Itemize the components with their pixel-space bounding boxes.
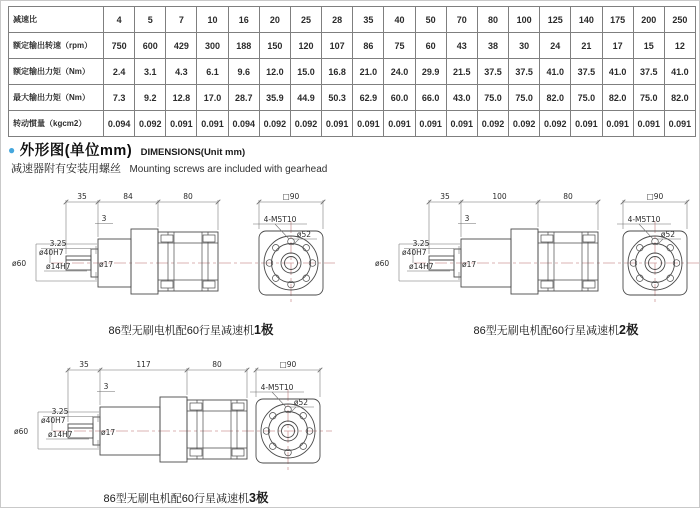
value-cell: 21 — [571, 33, 602, 59]
dim-flange-square: □90 — [646, 192, 664, 201]
table-row — [9, 7, 696, 33]
value-cell: 21.5 — [446, 59, 477, 85]
value-cell: 44.9 — [290, 85, 321, 111]
value-cell: 300 — [197, 33, 228, 59]
dim-shaft-dia: ø14H7 — [48, 430, 73, 439]
value-cell: 0.092 — [477, 111, 508, 137]
section-title-en: DIMENSIONS(Unit mm) — [140, 147, 246, 158]
value-cell: 150 — [259, 33, 290, 59]
ratio-cell: 5 — [135, 7, 166, 33]
dim-shaft-dia: ø14H7 — [46, 262, 71, 271]
value-cell: 0.091 — [664, 111, 695, 137]
dim-shaft-length: 35 — [77, 192, 87, 201]
dim-gearhead-length: 117 — [136, 360, 151, 369]
value-cell: 86 — [353, 33, 384, 59]
dim-bore-dia: ø40H7 — [41, 416, 66, 425]
dim-motor-length: 80 — [563, 192, 573, 201]
dim-front-step: 3 — [101, 214, 107, 223]
value-cell: 62.9 — [353, 85, 384, 111]
value-cell: 0.092 — [509, 111, 540, 137]
drawing-canvas — [3, 359, 348, 509]
dim-gearhead-length: 100 — [492, 192, 507, 201]
caption-stage: 3极 — [249, 491, 269, 505]
value-cell: 0.092 — [290, 111, 321, 137]
drawing-caption — [56, 488, 316, 506]
section-note — [11, 159, 327, 177]
value-cell: 30 — [509, 33, 540, 59]
dim-mount-screws: 4-M5T10 — [263, 215, 297, 224]
value-cell: 6.1 — [197, 59, 228, 85]
value-cell: 82.0 — [664, 85, 695, 111]
dim-flange-square: □90 — [282, 192, 300, 201]
dim-flange-dia: ø60 — [375, 259, 390, 268]
caption-text: 86型无刷电机配60行星减速机 — [103, 493, 250, 505]
value-cell: 43.0 — [446, 85, 477, 111]
dim-shaft-shoulder: 3.25 — [412, 239, 430, 248]
drawing-canvas — [1, 191, 346, 341]
ratio-cell: 140 — [571, 7, 602, 33]
ratio-cell: 80 — [477, 7, 508, 33]
dim-flange-dia: ø60 — [14, 427, 29, 436]
value-cell: 429 — [166, 33, 197, 59]
dim-shaft-dia: ø14H7 — [409, 262, 434, 271]
value-cell: 41.0 — [540, 59, 571, 85]
table-row — [9, 85, 696, 111]
value-cell: 60 — [415, 33, 446, 59]
value-cell: 37.5 — [571, 59, 602, 85]
value-cell: 120 — [290, 33, 321, 59]
value-cell: 0.092 — [259, 111, 290, 137]
drawing-lines — [53, 389, 332, 473]
value-cell: 0.091 — [571, 111, 602, 137]
dimension-labels — [375, 192, 675, 271]
caption-stage: 2极 — [619, 323, 639, 337]
ratio-cell: 25 — [290, 7, 321, 33]
table-row — [9, 111, 696, 137]
row-label: 额定输出力矩（Nm） — [9, 59, 104, 85]
value-cell: 4.3 — [166, 59, 197, 85]
value-cell: 41.0 — [602, 59, 633, 85]
ratio-cell: 70 — [446, 7, 477, 33]
value-cell: 75.0 — [509, 85, 540, 111]
value-cell: 66.0 — [415, 85, 446, 111]
value-cell: 0.091 — [602, 111, 633, 137]
value-cell: 17 — [602, 33, 633, 59]
section-title — [8, 139, 245, 160]
caption-text: 86型无刷电机配60行星减速机 — [108, 325, 255, 337]
value-cell: 0.094 — [104, 111, 135, 137]
value-cell: 38 — [477, 33, 508, 59]
value-cell: 43 — [446, 33, 477, 59]
value-cell: 17.0 — [197, 85, 228, 111]
dim-shaft-length: 35 — [440, 192, 450, 201]
dimension-lines — [36, 200, 325, 281]
row-label: 额定输出转速（rpm） — [9, 33, 104, 59]
value-cell: 0.094 — [228, 111, 259, 137]
dim-gearhead-length: 84 — [123, 192, 133, 201]
dim-front-step: 3 — [103, 382, 109, 391]
drawing-lines — [51, 221, 335, 305]
dim-flange-dia: ø60 — [12, 259, 27, 268]
ratio-cell: 4 — [104, 7, 135, 33]
value-cell: 16.8 — [322, 59, 353, 85]
dim-pilot-dia: ø52 — [296, 230, 312, 239]
value-cell: 75.0 — [633, 85, 664, 111]
ratio-cell: 175 — [602, 7, 633, 33]
dim-pinion-dia: ø17 — [101, 428, 116, 437]
value-cell: 24 — [540, 33, 571, 59]
drawing-caption — [61, 320, 321, 338]
value-cell: 0.091 — [322, 111, 353, 137]
dim-pilot-dia: ø52 — [660, 230, 676, 239]
value-cell: 15 — [633, 33, 664, 59]
drawing-canvas — [364, 191, 700, 341]
dim-shaft-length: 35 — [79, 360, 89, 369]
value-cell: 0.091 — [353, 111, 384, 137]
value-cell: 9.2 — [135, 85, 166, 111]
dim-pinion-dia: ø17 — [99, 260, 114, 269]
ratio-cell: 50 — [415, 7, 446, 33]
value-cell: 12 — [664, 33, 695, 59]
value-cell: 29.9 — [415, 59, 446, 85]
ratio-cell: 10 — [197, 7, 228, 33]
value-cell: 37.5 — [633, 59, 664, 85]
ratio-cell: 20 — [259, 7, 290, 33]
value-cell: 21.0 — [353, 59, 384, 85]
row-label: 最大输出力矩（Nm） — [9, 85, 104, 111]
drawing-lines — [414, 221, 699, 305]
value-cell: 7.3 — [104, 85, 135, 111]
dim-shaft-shoulder: 3.25 — [49, 239, 67, 248]
dim-bore-dia: ø40H7 — [402, 248, 427, 257]
dim-pinion-dia: ø17 — [462, 260, 477, 269]
value-cell: 0.092 — [135, 111, 166, 137]
value-cell: 28.7 — [228, 85, 259, 111]
value-cell: 75.0 — [571, 85, 602, 111]
value-cell: 0.091 — [384, 111, 415, 137]
ratio-cell: 16 — [228, 7, 259, 33]
value-cell: 2.4 — [104, 59, 135, 85]
value-cell: 0.091 — [197, 111, 228, 137]
dim-motor-length: 80 — [212, 360, 222, 369]
section-title-zh: 外形图(单位mm) — [19, 143, 133, 159]
ratio-cell: 28 — [322, 7, 353, 33]
bullet-icon: ● — [8, 143, 16, 157]
ratio-cell: 35 — [353, 7, 384, 33]
dim-mount-screws: 4-M5T10 — [260, 383, 294, 392]
ratio-cell: 40 — [384, 7, 415, 33]
value-cell: 0.091 — [415, 111, 446, 137]
row-label-ratio: 减速比 — [9, 7, 104, 33]
value-cell: 9.6 — [228, 59, 259, 85]
value-cell: 41.0 — [664, 59, 695, 85]
value-cell: 24.0 — [384, 59, 415, 85]
ratio-cell: 125 — [540, 7, 571, 33]
ratio-cell: 200 — [633, 7, 664, 33]
value-cell: 750 — [104, 33, 135, 59]
value-cell: 50.3 — [322, 85, 353, 111]
value-cell: 82.0 — [602, 85, 633, 111]
value-cell: 188 — [228, 33, 259, 59]
value-cell: 600 — [135, 33, 166, 59]
value-cell: 107 — [322, 33, 353, 59]
value-cell: 3.1 — [135, 59, 166, 85]
value-cell: 12.8 — [166, 85, 197, 111]
value-cell: 0.091 — [446, 111, 477, 137]
caption-stage: 1极 — [254, 323, 274, 337]
value-cell: 37.5 — [509, 59, 540, 85]
value-cell: 12.0 — [259, 59, 290, 85]
value-cell: 15.0 — [290, 59, 321, 85]
value-cell: 0.092 — [540, 111, 571, 137]
spec-table — [8, 6, 696, 137]
section-note-en: Mounting screws are included with gearhead — [129, 164, 328, 175]
value-cell: 35.9 — [259, 85, 290, 111]
caption-text: 86型无刷电机配60行星减速机 — [473, 325, 620, 337]
dimension-labels — [14, 360, 308, 439]
section-note-zh: 减速器附有安装用螺丝 — [11, 163, 121, 175]
dim-pilot-dia: ø52 — [293, 398, 309, 407]
dim-mount-screws: 4-M5T10 — [627, 215, 661, 224]
value-cell: 0.091 — [633, 111, 664, 137]
ratio-cell: 250 — [664, 7, 695, 33]
ratio-cell: 100 — [509, 7, 540, 33]
row-label: 转动惯量（kgcm2） — [9, 111, 104, 137]
dim-front-step: 3 — [464, 214, 470, 223]
value-cell: 82.0 — [540, 85, 571, 111]
dim-flange-square: □90 — [279, 360, 297, 369]
drawing-caption — [426, 320, 686, 338]
table-row — [9, 33, 696, 59]
value-cell: 0.091 — [166, 111, 197, 137]
dim-motor-length: 80 — [183, 192, 193, 201]
value-cell: 75 — [384, 33, 415, 59]
dim-shaft-shoulder: 3.25 — [51, 407, 69, 416]
value-cell: 37.5 — [477, 59, 508, 85]
ratio-cell: 7 — [166, 7, 197, 33]
dim-bore-dia: ø40H7 — [39, 248, 64, 257]
dimension-labels — [12, 192, 311, 271]
value-cell: 75.0 — [477, 85, 508, 111]
value-cell: 60.0 — [384, 85, 415, 111]
table-row — [9, 59, 696, 85]
